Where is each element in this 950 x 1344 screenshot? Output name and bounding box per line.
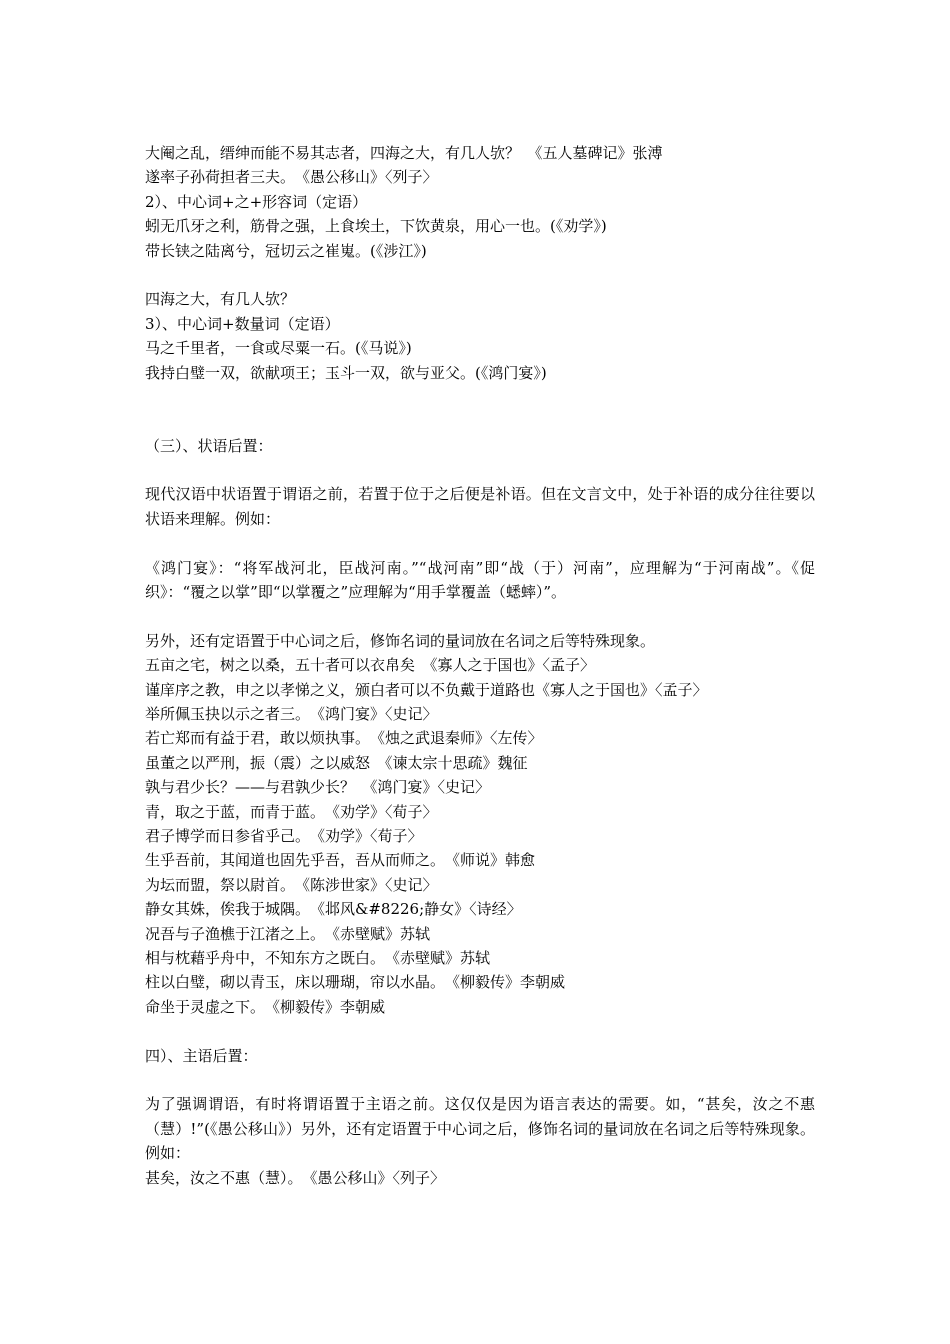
blank-line	[145, 605, 815, 629]
paragraph: 《鸿门宴》：“将军战河北，臣战河南。”“战河南”即“战（于）河南”，应理解为“于河南战”。《促织》：“覆之以掌”即“以掌覆之”应理解为“用手掌覆盖（蟋蟀）”。	[145, 558, 815, 602]
subheading-line: 3）、中心词+数量词（定语）	[145, 314, 340, 333]
blank-line	[145, 1019, 815, 1043]
text-line: 青，取之于蓝，而青于蓝。 《劝学》〈荀子〉	[145, 802, 438, 821]
text-line: 谨庠序之教，申之以孝悌之义，颁白者可以不负戴于道路也《寡人之于国也》〈孟子〉	[145, 680, 708, 699]
blank-line	[145, 385, 815, 409]
text-line: 为坛而盟，祭以尉首。 《陈涉世家》〈史记〉	[145, 875, 438, 894]
blank-line	[145, 1068, 815, 1092]
blank-line	[145, 458, 815, 482]
text-line: 举所佩玉抉以示之者三。 《鸿门宴》〈史记〉	[145, 705, 438, 724]
text-line: 五亩之宅，树之以桑，五十者可以衣帛矣 《寡人之于国也》〈孟子〉	[145, 656, 596, 675]
blank-line	[145, 409, 815, 433]
text-line: 况吾与子渔樵于江渚之上。 《赤壁赋》苏轼	[145, 924, 431, 943]
text-line: 带长铗之陆离兮，冠切云之崔嵬。(《涉江》)	[145, 241, 427, 260]
text-line: 虽董之以严刑，振（震）之以威怒 《谏太宗十思疏》魏征	[145, 753, 528, 772]
blank-line	[145, 263, 815, 287]
text-line: 我持白璧一双，欲献项王；玉斗一双，欲与亚父。(《鸿门宴》)	[145, 363, 547, 382]
text-line: 甚矣，汝之不惠（慧）。 《愚公移山》〈列子〉	[145, 1168, 446, 1187]
text-line: 柱以白璧，砌以青玉，床以珊瑚，帘以水晶。 《柳毅传》李朝威	[145, 973, 566, 992]
text-line: 生乎吾前，其闻道也固先乎吾，吾从而师之。 《师说》韩愈	[145, 851, 536, 870]
text-line: 静女其姝，俟我于城隅。 《邶风&#8226;静女》〈诗经〉	[145, 900, 522, 919]
document-body	[145, 141, 815, 1190]
text-line: 另外，还有定语置于中心词之后，修饰名词的量词放在名词之后等特殊现象。	[145, 631, 656, 650]
text-line: 君子博学而日参省乎己。 《劝学》〈荀子〉	[145, 827, 423, 846]
text-line: 蚓无爪牙之利，筋骨之强，上食埃土，下饮黄泉，用心一也。(《劝学》)	[145, 217, 607, 236]
text-line: 若亡郑而有益于君，敢以烦执事。 《烛之武退秦师》〈左传〉	[145, 729, 543, 748]
text-line: 大阉之乱，缙绅而能不易其志者，四海之大，有几人欤？ 《五人墓碑记》张溥	[145, 144, 663, 162]
blank-line	[145, 531, 815, 555]
paragraph: 为了强调谓语，有时将谓语置于主语之前。这仅仅是因为语言表达的需要。如，“甚矣，汝之不惠（慧）!”(《愚公移山》）另外，还有定语置于中心词之后，修饰名词的量词放在名词之后等特殊现象。例如：	[145, 1095, 815, 1163]
text-line: 相与枕藉乎舟中，不知东方之既白。 《赤壁赋》苏轼	[145, 948, 491, 967]
section-heading: 四）、主语后置：	[145, 1046, 258, 1065]
text-line: 命坐于灵虚之下。 《柳毅传》李朝威	[145, 997, 386, 1016]
text-line: 遂率子孙荷担者三夫。 《愚公移山》〈列子〉	[145, 168, 438, 187]
text-line: 四海之大，有几人欤？	[145, 290, 296, 309]
subheading-line: 2）、中心词+之+形容词（定语）	[145, 192, 368, 211]
text-line: 孰与君少长？——与君孰少长？ 《鸿门宴》〈史记〉	[145, 778, 491, 797]
section-heading: （三）、状语后置：	[145, 436, 273, 455]
paragraph: 现代汉语中状语置于谓语之前，若置于位于之后便是补语。但在文言文中，处于补语的成分往往要以状语来理解。例如：	[145, 485, 815, 528]
text-line: 马之千里者，一食或尽粟一石。(《马说》)	[145, 339, 412, 358]
